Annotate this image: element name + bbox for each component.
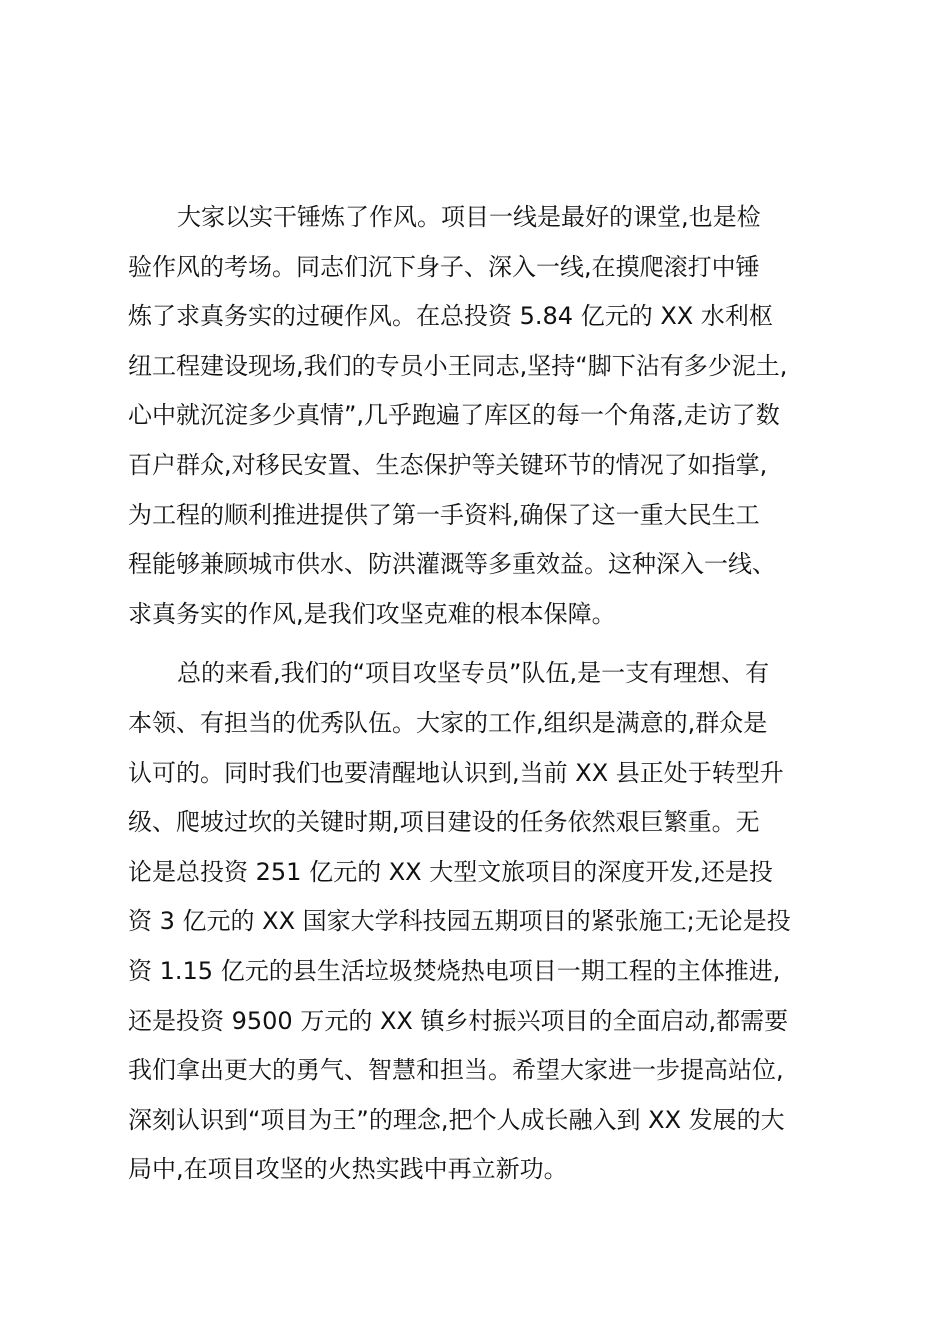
text-line: 验作风的考场。同志们沉下身子、深入一线,在摸爬滚打中锤 xyxy=(128,252,760,281)
text-line: 本领、有担当的优秀队伍。大家的工作,组织是满意的,群众是 xyxy=(128,708,768,737)
text-line: 心中就沉淀多少真情”,几乎跑遍了库区的每一个角落,走访了数 xyxy=(128,401,780,430)
paragraph-2 xyxy=(128,649,828,1195)
text-line: 程能够兼顾城市供水、防洪灌溉等多重效益。这种深入一线、 xyxy=(128,550,776,579)
text-line: 纽工程建设现场,我们的专员小王同志,坚持“脚下沾有多少泥土, xyxy=(128,351,788,380)
text-line: 深刻认识到“项目为王”的理念,把个人成长融入到 XX 发展的大 xyxy=(128,1105,785,1134)
text-line: 大家以实干锤炼了作风。项目一线是最好的课堂,也是检 xyxy=(177,203,761,231)
document-body xyxy=(128,193,828,1195)
text-line: 炼了求真务实的过硬作风。在总投资 5.84 亿元的 XX 水利枢 xyxy=(128,302,773,331)
text-line: 为工程的顺利推进提供了第一手资料,确保了这一重大民生工 xyxy=(128,500,760,529)
text-line: 百户群众,对移民安置、生态保护等关键环节的情况了如指掌, xyxy=(128,450,768,479)
text-line: 论是总投资 251 亿元的 XX 大型文旅项目的深度开发,还是投 xyxy=(128,857,773,886)
text-line: 资 1.15 亿元的县生活垃圾焚烧热电项目一期工程的主体推进, xyxy=(128,956,781,985)
text-line: 认可的。同时我们也要清醒地认识到,当前 XX 县正处于转型升 xyxy=(128,758,784,787)
paragraph-1 xyxy=(128,193,828,639)
text-line: 我们拿出更大的勇气、智慧和担当。希望大家进一步提高站位, xyxy=(128,1056,784,1085)
text-line: 还是投资 9500 万元的 XX 镇乡村振兴项目的全面启动,都需要 xyxy=(128,1006,789,1035)
text-line: 级、爬坡过坎的关键时期,项目建设的任务依然艰巨繁重。无 xyxy=(128,808,760,837)
text-line: 总的来看,我们的“项目攻坚专员”队伍,是一支有理想、有 xyxy=(177,659,770,688)
text-line: 局中,在项目攻坚的火热实践中再立新功。 xyxy=(128,1155,568,1184)
text-line: 资 3 亿元的 XX 国家大学科技园五期项目的紧张施工;无论是投 xyxy=(128,907,791,936)
text-line: 求真务实的作风,是我们攻坚克难的根本保障。 xyxy=(128,599,616,628)
